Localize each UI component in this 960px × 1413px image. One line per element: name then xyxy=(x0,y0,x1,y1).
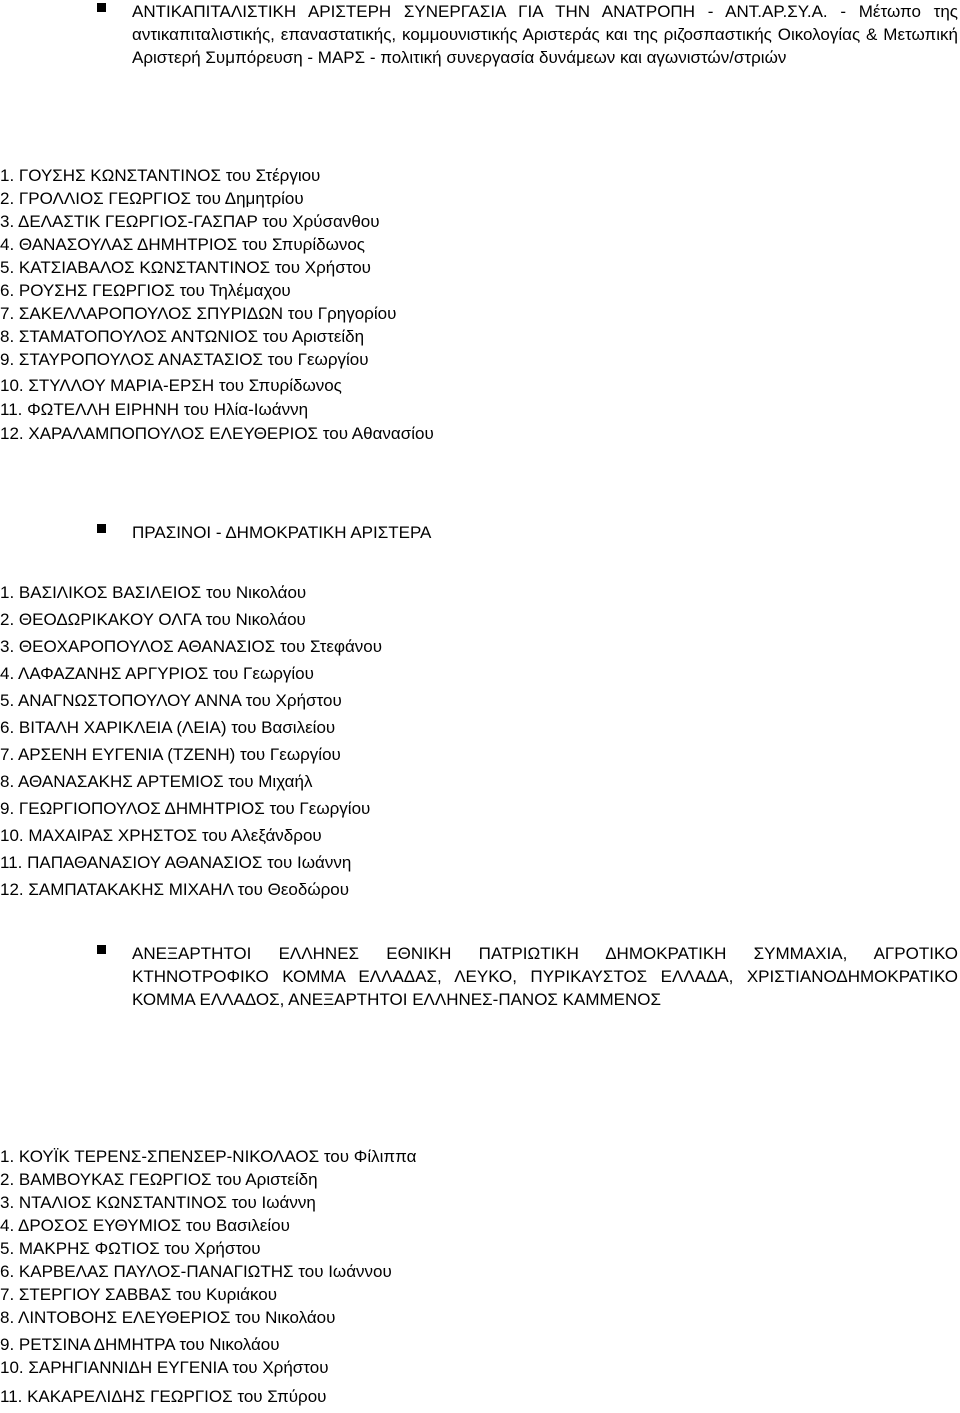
candidate-item: 8. ΑΘΑΝΑΣΑΚΗΣ ΑΡΤΕΜΙΟΣ του Μιχαήλ xyxy=(0,772,313,791)
candidate-item: 12. ΣΑΜΠΑΤΑΚΑΚΗΣ ΜΙΧΑΗΛ του Θεοδώρου xyxy=(0,880,350,899)
candidate-item: 3. ΝΤΑΛΙΟΣ ΚΩΝΣΤΑΝΤΙΝΟΣ του Ιωάννη xyxy=(0,1193,316,1212)
candidate-item: 6. ΚΑΡΒΕΛΑΣ ΠΑΥΛΟΣ-ΠΑΝΑΓΙΩΤΗΣ του Ιωάννου xyxy=(0,1262,392,1281)
candidate-item: 11. ΦΩΤΕΛΛΗ ΕΙΡΗΝΗ του Ηλία-Ιωάννη xyxy=(0,400,309,419)
candidate-item: 4. ΔΡΟΣΟΣ ΕΥΘΥΜΙΟΣ του Βασιλείου xyxy=(0,1216,290,1235)
candidate-item: 9. ΡΕΤΣΙΝΑ ΔΗΜΗΤΡΑ του Νικολάου xyxy=(0,1335,280,1354)
square-bullet-icon xyxy=(97,945,106,954)
square-bullet-icon xyxy=(97,524,106,533)
candidate-item: 1. ΓΟΥΣΗΣ ΚΩΝΣΤΑΝΤΙΝΟΣ του Στέργιου xyxy=(0,166,321,185)
candidate-item: 2. ΘΕΟΔΩΡΙΚΑΚΟΥ ΟΛΓΑ του Νικολάου xyxy=(0,610,306,629)
square-bullet-icon xyxy=(97,3,106,12)
candidate-item: 10. ΜΑΧΑΙΡΑΣ ΧΡΗΣΤΟΣ του Αλεξάνδρου xyxy=(0,826,322,845)
candidate-item: 9. ΓΕΩΡΓΙΟΠΟΥΛΟΣ ΔΗΜΗΤΡΙΟΣ του Γεωργίου xyxy=(0,799,371,818)
candidate-item: 6. ΒΙΤΑΛΗ ΧΑΡΙΚΛΕΙΑ (ΛΕΙΑ) του Βασιλείου xyxy=(0,718,336,737)
candidate-item: 2. ΓΡΟΛΛΙΟΣ ΓΕΩΡΓΙΟΣ του Δημητρίου xyxy=(0,189,304,208)
party-title-1: ΑΝΤΙΚΑΠΙΤΑΛΙΣΤΙΚΗ ΑΡΙΣΤΕΡΗ ΣΥΝΕΡΓΑΣΙΑ ΓΙΑ ΤΗΝ ΑΝΑΤΡΟΠΗ - ΑΝΤ.ΑΡ.ΣΥ.Α. - Μέτωπο της αντικαπιταλιστικής, επαναστατικής, κομμουνιστικής Αριστεράς και της ριζοσπαστικής Οικολογίας & Μετωπική Αριστερή Συμπόρευση - ΜΑΡΣ - πολιτική συνεργασία δυνάμεων και αγωνιστών/στριών xyxy=(132,2,958,67)
candidate-item: 4. ΘΑΝΑΣΟΥΛΑΣ ΔΗΜΗΤΡΙΟΣ του Σπυρίδωνος xyxy=(0,235,365,254)
party-title-2: ΠΡΑΣΙΝΟΙ - ΔΗΜΟΚΡΑΤΙΚΗ ΑΡΙΣΤΕΡΑ xyxy=(132,523,432,542)
candidate-item: 11. ΠΑΠΑΘΑΝΑΣΙΟΥ ΑΘΑΝΑΣΙΟΣ του Ιωάννη xyxy=(0,853,352,872)
candidate-item: 7. ΣΑΚΕΛΛΑΡΟΠΟΥΛΟΣ ΣΠΥΡΙΔΩΝ του Γρηγορίου xyxy=(0,304,397,323)
candidate-item: 9. ΣΤΑΥΡΟΠΟΥΛΟΣ ΑΝΑΣΤΑΣΙΟΣ του Γεωργίου xyxy=(0,350,369,369)
candidate-item: 2. ΒΑΜΒΟΥΚΑΣ ΓΕΩΡΓΙΟΣ του Αριστείδη xyxy=(0,1170,318,1189)
candidate-item: 10. ΣΤΥΛΛΟΥ ΜΑΡΙΑ-ΕΡΣΗ του Σπυρίδωνος xyxy=(0,376,342,395)
candidate-item: 6. ΡΟΥΣΗΣ ΓΕΩΡΓΙΟΣ του Τηλέμαχου xyxy=(0,281,291,300)
candidate-item: 10. ΣΑΡΗΓΙΑΝΝΙΔΗ ΕΥΓΕΝΙΑ του Χρήστου xyxy=(0,1358,329,1377)
candidate-item: 5. ΚΑΤΣΙΑΒΑΛΟΣ ΚΩΝΣΤΑΝΤΙΝΟΣ του Χρήστου xyxy=(0,258,371,277)
candidate-item: 11. ΚΑΚΑΡΕΛΙΔΗΣ ΓΕΩΡΓΙΟΣ του Σπύρου xyxy=(0,1387,327,1406)
candidate-item: 5. ΜΑΚΡΗΣ ΦΩΤΙΟΣ του Χρήστου xyxy=(0,1239,261,1258)
candidate-item: 7. ΑΡΣΕΝΗ ΕΥΓΕΝΙΑ (ΤΖΕΝΗ) του Γεωργίου xyxy=(0,745,341,764)
candidate-item: 1. ΒΑΣΙΛΙΚΟΣ ΒΑΣΙΛΕΙΟΣ του Νικολάου xyxy=(0,583,307,602)
party-header-3 xyxy=(0,942,960,1011)
candidate-item: 3. ΘΕΟΧΑΡΟΠΟΥΛΟΣ ΑΘΑΝΑΣΙΟΣ του Στεφάνου xyxy=(0,637,383,656)
candidate-item: 3. ΔΕΛΑΣΤΙΚ ΓΕΩΡΓΙΟΣ-ΓΑΣΠΑΡ του Χρύσανθου xyxy=(0,212,380,231)
candidate-item: 7. ΣΤΕΡΓΙΟΥ ΣΑΒΒΑΣ του Κυριάκου xyxy=(0,1285,277,1304)
candidate-item: 8. ΣΤΑΜΑΤΟΠΟΥΛΟΣ ΑΝΤΩΝΙΟΣ του Αριστείδη xyxy=(0,327,365,346)
candidate-item: 5. ΑΝΑΓΝΩΣΤΟΠΟΥΛΟΥ ΑΝΝΑ του Χρήστου xyxy=(0,691,342,710)
party-header-1 xyxy=(0,0,960,69)
party-header-2 xyxy=(0,521,960,544)
candidate-item: 8. ΛΙΝΤΟΒΟΗΣ ΕΛΕΥΘΕΡΙΟΣ του Νικολάου xyxy=(0,1308,336,1327)
candidate-item: 12. ΧΑΡΑΛΑΜΠΟΠΟΥΛΟΣ ΕΛΕΥΘΕΡΙΟΣ του Αθανασίου xyxy=(0,424,434,443)
party-title-3: ΑΝΕΞΑΡΤΗΤΟΙ ΕΛΛΗΝΕΣ ΕΘΝΙΚΗ ΠΑΤΡΙΩΤΙΚΗ ΔΗΜΟΚΡΑΤΙΚΗ ΣΥΜΜΑΧΙΑ, ΑΓΡΟΤΙΚΟ ΚΤΗΝΟΤΡΟΦΙΚΟ ΚΟΜΜΑ ΕΛΛΑΔΑΣ, ΛΕΥΚΟ, ΠΥΡΙΚΑΥΣΤΟΣ ΕΛΛΑΔΑ, ΧΡΙΣΤΙΑΝΟΔΗΜΟΚΡΑΤΙΚΟ ΚΟΜΜΑ ΕΛΛΑΔΟΣ, ΑΝΕΞΑΡΤΗΤΟΙ ΕΛΛΗΝΕΣ-ΠΑΝΟΣ ΚΑΜΜΕΝΟΣ xyxy=(132,944,958,1009)
candidate-item: 4. ΛΑΦΑΖΑΝΗΣ ΑΡΓΥΡΙΟΣ του Γεωργίου xyxy=(0,664,314,683)
candidate-item: 1. ΚΟΥΪΚ ΤΕΡΕΝΣ-ΣΠΕΝΣΕΡ-ΝΙΚΟΛΑΟΣ του Φίλιππα xyxy=(0,1147,417,1166)
